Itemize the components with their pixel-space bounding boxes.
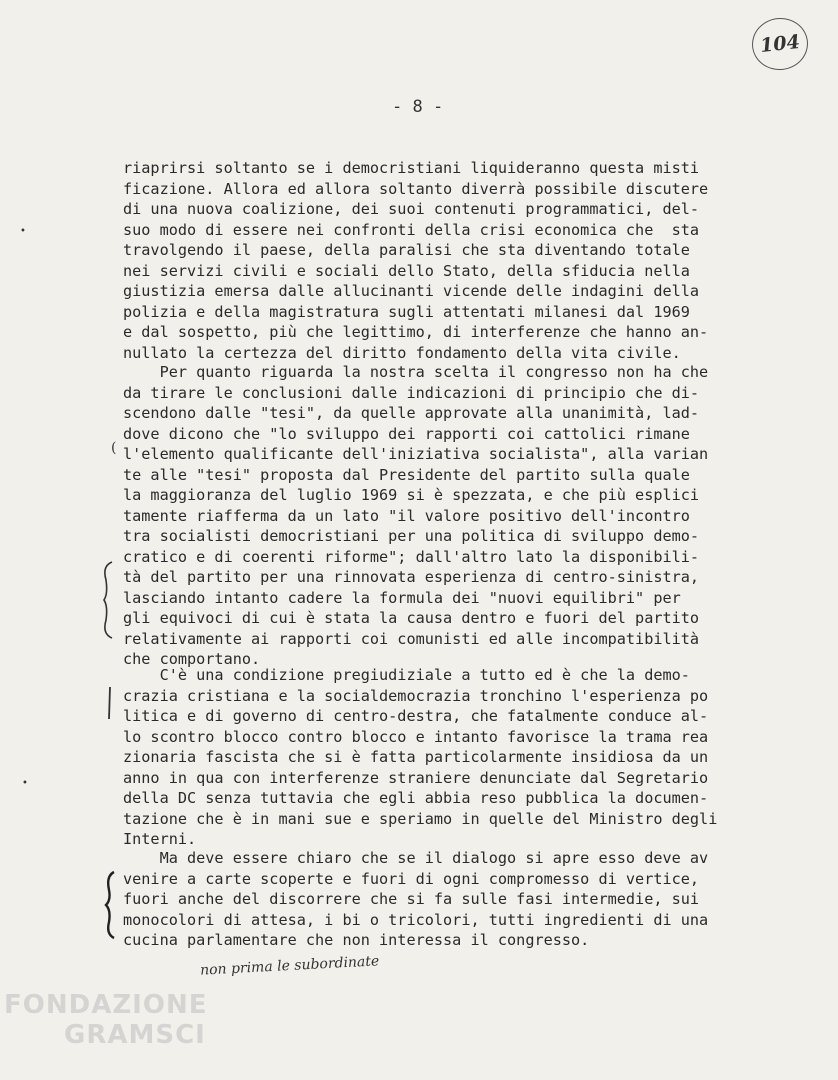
text-line: tazione che è in mani sue e speriamo in quelle del Ministro degli [123, 809, 718, 828]
text-line: e dal sospetto, più che legittimo, di interferenze che hanno an- [123, 323, 709, 341]
text-line: nei servizi civili e sociali dello Stato, della sfiducia nella [123, 261, 690, 280]
paragraph-3 [123, 665, 773, 850]
text-line: C'è una condizione pregiudiziale a tutto ed è che la demo- [123, 666, 690, 684]
archive-number-stamp: 104 [749, 15, 810, 73]
margin-paren-mark: ( [111, 440, 117, 456]
text-line: litica e di governo di centro-destra, che fatalmente conduce al- [123, 707, 709, 725]
page-number: - 8 - [392, 97, 444, 117]
margin-bar-mark [104, 685, 116, 721]
text-line: giustizia emersa dalle allucinanti vicende delle indagini della [123, 282, 700, 300]
text-line: di una nuova coalizione, dei suoi contenuti programmatici, del- [123, 200, 700, 218]
text-line: tra socialisti democristiani per una politica di sviluppo demo- [123, 527, 700, 545]
text-line: Ma deve essere chiaro che se il dialogo si apre esso deve av [123, 849, 709, 867]
archive-watermark [4, 990, 207, 1050]
text-line: della DC senza tuttavia che egli abbia reso pubblica la documen- [123, 789, 709, 807]
margin-bracket-mark-2 [102, 870, 118, 940]
text-line: zionaria fascista che si è fatta particolarmente insidiosa da un [123, 748, 709, 766]
margin-dot-mark: • [22, 778, 28, 789]
text-line: che comportano. [123, 650, 261, 668]
text-line: dove dicono che "lo sviluppo dei rapporti coi cattolici rimane [123, 424, 690, 443]
text-line: tà del partito per una rinnovata esperienza di centro-sinistra, [123, 568, 700, 586]
text-line: ficazione. Allora ed allora soltanto diverrà possibile discutere [123, 179, 709, 198]
text-line: lasciando intanto cadere la formula dei "nuovi equilibri" per [123, 588, 681, 607]
text-line: riaprirsi soltanto se i democristiani liquideranno questa misti [123, 159, 700, 177]
text-line: nullato la certezza del diritto fondamento della vita civile. [123, 343, 681, 362]
text-line: fuori anche del discorrere che si fa sulle fasi intermedie, sui [123, 890, 700, 908]
text-line: anno in qua con interferenze straniere denunciate dal Segretario [123, 768, 709, 787]
text-line: suo modo di essere nei confronti della crisi economica che sta [123, 220, 700, 239]
text-line: cratico e di coerenti riforme"; dall'altro lato la disponibili- [123, 547, 700, 566]
paragraph-4 [123, 848, 773, 951]
watermark-line: FONDAZIONE [4, 990, 208, 1020]
text-line: tamente riafferma da un lato "il valore positivo dell'incontro [123, 506, 690, 525]
text-line: scendono dalle "tesi", da quelle approvate alla unanimità, lad- [123, 404, 700, 422]
margin-dot-mark: • [20, 226, 26, 237]
text-line: travolgendo il paese, della paralisi che sta diventando totale [123, 241, 690, 259]
text-line: te alle "tesi" proposta dal Presidente del partito sulla quale [123, 465, 690, 484]
text-line: la maggioranza del luglio 1969 si è spezzata, e che più esplici [123, 486, 700, 504]
handwritten-note: non prima le subordinate [199, 953, 380, 979]
text-line: crazia cristiana e la socialdemocrazia tronchino l'esperienza po [123, 686, 709, 705]
text-line: Interni. [123, 830, 197, 848]
text-line: monocolori di attesa, i bi o tricolori, tutti ingredienti di una [123, 910, 709, 929]
text-line: relativamente ai rapporti coi comunisti ed alle incompatibilità [123, 629, 700, 648]
text-line: cucina parlamentare che non interessa il congresso. [123, 931, 590, 949]
paragraph-1 [123, 158, 773, 363]
paragraph-2 [123, 362, 773, 670]
text-line: lo scontro blocco contro blocco e intanto favorisce la trama rea [123, 727, 709, 746]
watermark-line: GRAMSCI [64, 1020, 206, 1050]
text-line: l'elemento qualificante dell'iniziativa socialista", alla varian [123, 445, 709, 463]
text-line: polizia e della magistratura sugli attentati milanesi dal 1969 [123, 302, 690, 321]
margin-bracket-mark-1 [100, 560, 116, 640]
text-line: gli equivoci di cui è stata la causa dentro e fuori del partito [123, 609, 700, 627]
text-line: venire a carte scoperte e fuori di ogni compromesso di vertice, [123, 869, 700, 888]
text-line: Per quanto riguarda la nostra scelta il congresso non ha che [123, 363, 709, 381]
text-line: da tirare le conclusioni dalle indicazioni di principio che di- [123, 383, 700, 402]
